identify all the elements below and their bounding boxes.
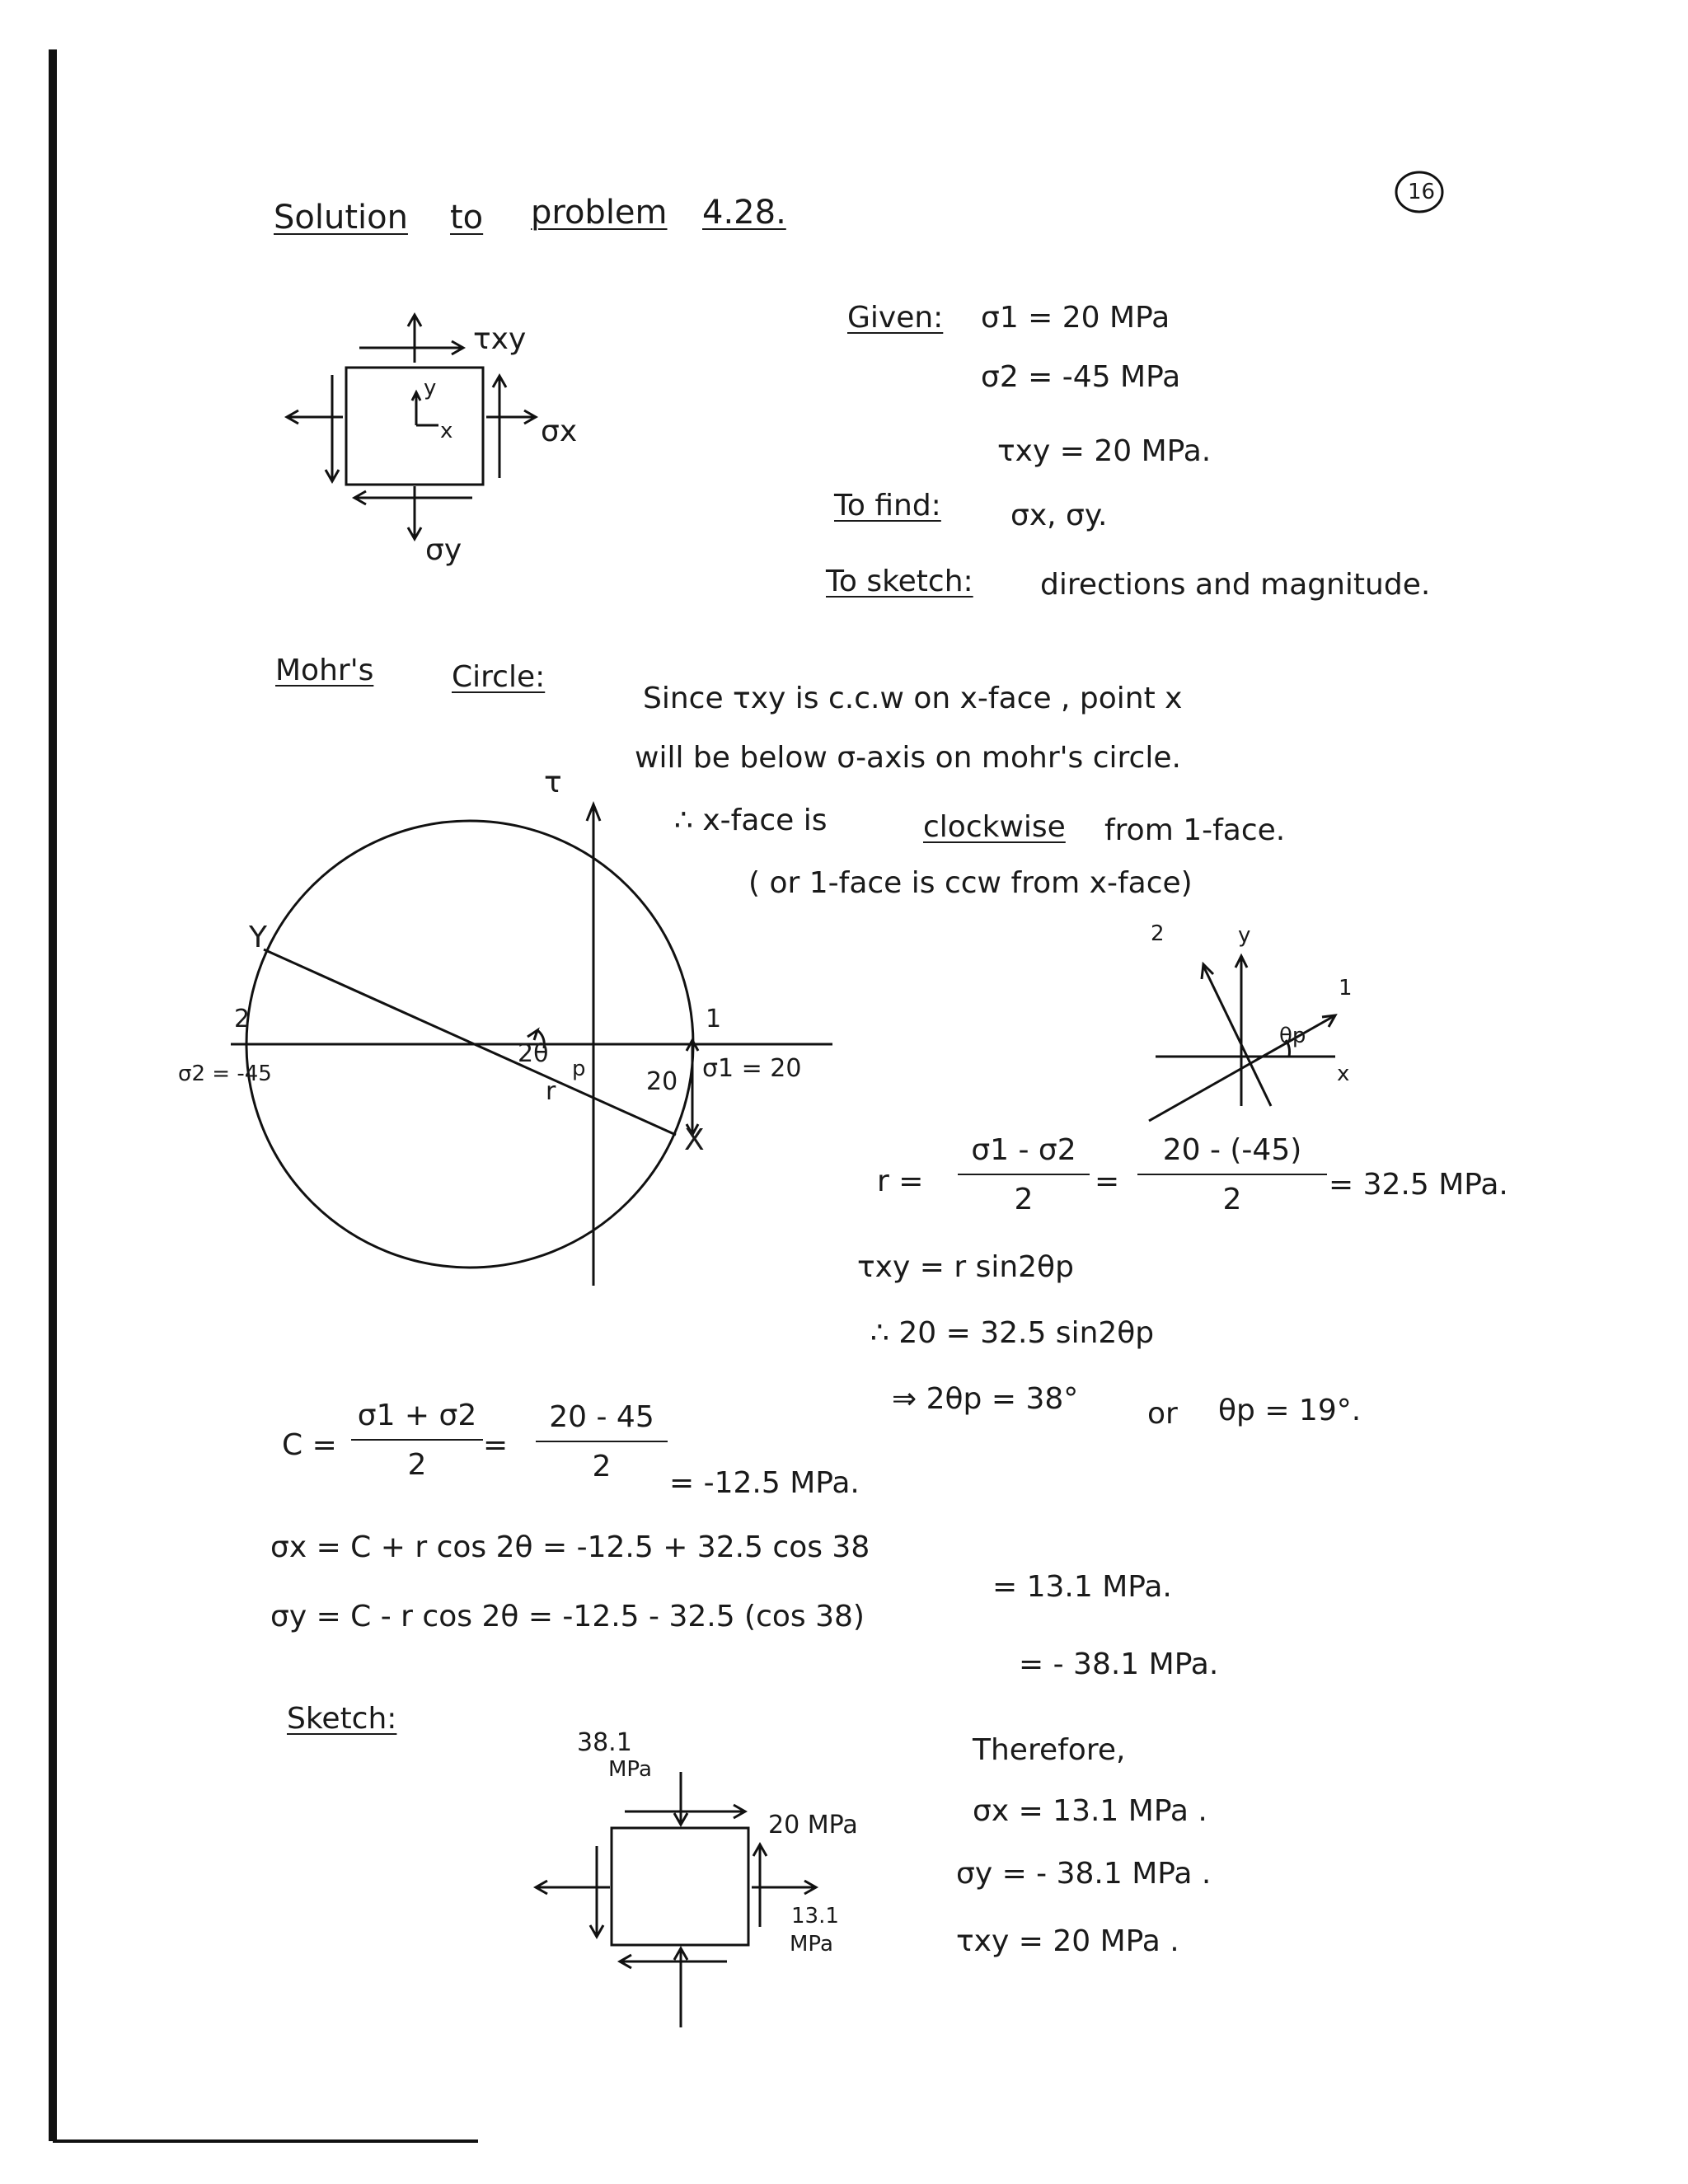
mohr-point-2-label: 2 [234, 1005, 251, 1033]
sigma-y-result: = - 38.1 MPa. [1019, 1647, 1219, 1681]
title-problem-number: 4.28. [702, 194, 786, 232]
two-theta-result: ⇒ 2θp = 38° [892, 1382, 1079, 1416]
radius-result: = 32.5 MPa. [1329, 1168, 1508, 1202]
sketch-right-value: 13.1 [791, 1904, 839, 1929]
axes-1-label: 1 [1339, 976, 1353, 1001]
element-tau-label: τxy [473, 322, 527, 356]
element-sigma-x-label: σx [541, 415, 578, 448]
center-fraction-2-numerator: 20 - 45 [536, 1403, 668, 1442]
mohr-point-1-label: 1 [706, 1005, 722, 1033]
radius-fraction-1-denominator: 2 [1014, 1183, 1034, 1216]
center-fraction-2-denominator: 2 [592, 1450, 612, 1483]
mohr-note-line-3c: from 1-face. [1104, 813, 1286, 847]
sketch-shear-label: 20 MPa [768, 1811, 858, 1840]
center-fraction-1-numerator: σ1 + σ2 [351, 1401, 483, 1441]
page-number: 16 [1408, 180, 1436, 204]
axes-theta-label: θp [1279, 1024, 1306, 1048]
sketch-right-unit: MPa [790, 1932, 833, 1957]
given-line-1: σ1 = 20 MPa [981, 301, 1170, 335]
sketch-heading: Sketch: [287, 1702, 397, 1736]
to-find-value: σx, σy. [1010, 499, 1108, 532]
element-axis-y-label: y [424, 376, 437, 401]
mohr-point-x-label: X [684, 1123, 705, 1157]
center-equals: = [483, 1428, 509, 1462]
given-line-3: τxy = 20 MPa. [997, 434, 1212, 468]
principal-axes-sketch [1149, 956, 1335, 1121]
sketch-top-value: 38.1 [577, 1728, 632, 1757]
radius-equals: = [1095, 1165, 1120, 1198]
tau-equation: τxy = r sin2θp [857, 1250, 1074, 1284]
title-word-to: to [450, 199, 484, 237]
to-sketch-value: directions and magnitude. [1040, 568, 1431, 602]
tau-equation-substituted: ∴ 20 = 32.5 sin2θp [870, 1316, 1155, 1350]
to-sketch-label: To sketch: [826, 565, 973, 598]
sigma-x-equation: σx = C + r cos 2θ = -12.5 + 32.5 cos 38 [270, 1530, 870, 1564]
sigma-y-equation: σy = C - r cos 2θ = -12.5 - 32.5 (cos 38) [270, 1600, 865, 1633]
axes-y-label: y [1238, 923, 1251, 948]
to-find-label: To find: [834, 489, 941, 523]
sigma-x-result: = 13.1 MPa. [992, 1570, 1172, 1604]
center-fraction-1-denominator: 2 [407, 1448, 427, 1482]
mohr-heading-word-1: Mohr's [275, 654, 374, 687]
result-tau-xy: τxy = 20 MPa . [956, 1924, 1179, 1958]
mohr-note-line-4: ( or 1-face is ccw from x-face) [748, 866, 1193, 900]
mohr-p-subscript-label: p [572, 1057, 586, 1081]
mohr-tau-axis-label: τ [544, 766, 562, 799]
mohr-point-y-label: Y [249, 921, 267, 954]
center-fraction-1 [351, 1401, 483, 1480]
mohr-note-line-3a: ∴ x-face is [674, 804, 828, 837]
given-label: Given: [847, 301, 944, 335]
radius-fraction-2-numerator: 20 - (-45) [1137, 1136, 1327, 1175]
theta-result: θp = 19°. [1218, 1394, 1362, 1427]
radius-fraction-2-denominator: 2 [1222, 1183, 1242, 1216]
sketch-top-unit: MPa [608, 1757, 652, 1782]
center-result: = -12.5 MPa. [669, 1466, 860, 1500]
title-word-solution: Solution [274, 199, 408, 237]
axes-x-label: x [1337, 1062, 1350, 1086]
center-lhs: C = [282, 1428, 337, 1462]
radius-fraction-2 [1137, 1133, 1327, 1216]
mohr-sigma1-label: σ1 = 20 [702, 1054, 802, 1083]
element-axis-x-label: x [440, 419, 453, 443]
mohr-heading-word-2: Circle: [452, 660, 546, 694]
mohr-note-line-3b: clockwise [923, 810, 1066, 844]
title-word-problem: problem [531, 194, 668, 232]
result-sigma-y: σy = - 38.1 MPa . [956, 1857, 1212, 1891]
mohr-note-line-2: will be below σ-axis on mohr's circle. [635, 741, 1181, 775]
center-fraction-2 [536, 1400, 668, 1483]
theta-or: or [1147, 1397, 1178, 1431]
therefore-label: Therefore, [973, 1733, 1126, 1767]
given-line-2: σ2 = -45 MPa [981, 360, 1181, 394]
mohr-radius-label: r [546, 1077, 556, 1106]
element-sigma-y-label: σy [425, 533, 462, 567]
axes-2-label: 2 [1151, 921, 1165, 946]
mohr-sigma2-label: σ2 = -45 [178, 1062, 272, 1086]
result-sigma-x: σx = 13.1 MPa . [973, 1794, 1207, 1828]
mohr-tau-value-label: 20 [646, 1067, 678, 1096]
mohr-note-line-1: Since τxy is c.c.w on x-face , point x [643, 682, 1183, 715]
radius-lhs: r = [877, 1165, 924, 1198]
mohr-2theta-label: 2θ [518, 1039, 549, 1068]
diameter-line [264, 949, 676, 1135]
radius-fraction-1-numerator: σ1 - σ2 [958, 1136, 1090, 1175]
radius-fraction-1 [958, 1133, 1090, 1216]
